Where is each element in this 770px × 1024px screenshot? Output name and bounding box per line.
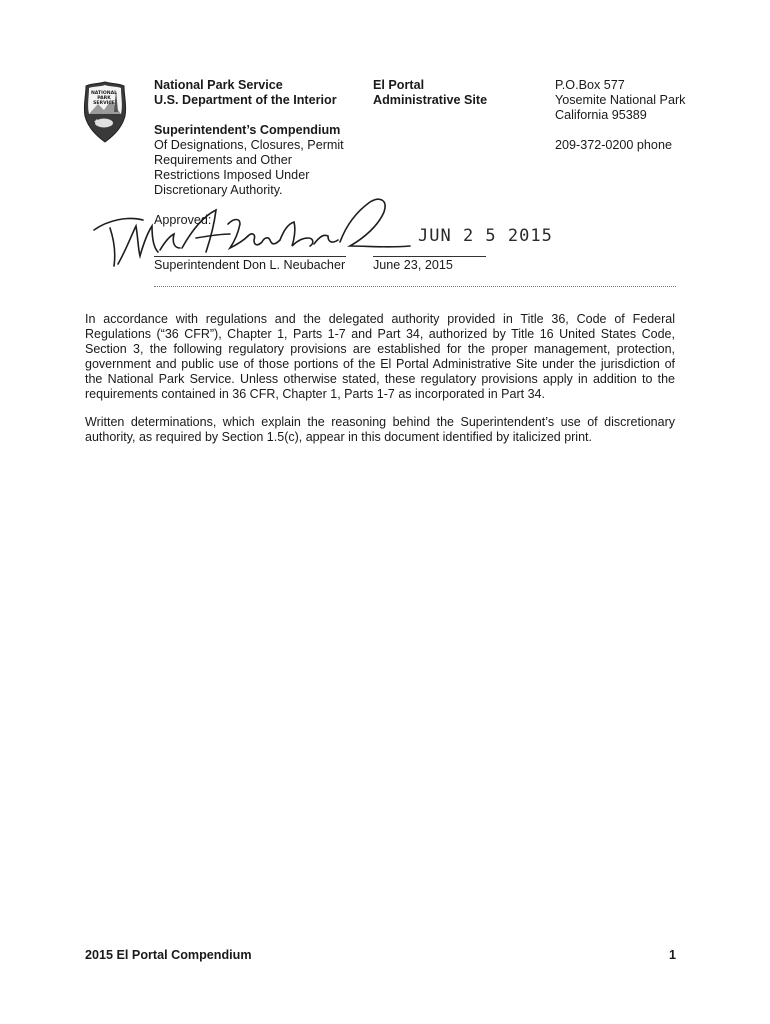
nps-arrowhead-logo xyxy=(80,80,130,144)
approved-label: Approved: xyxy=(154,213,212,227)
site-name: El Portal xyxy=(373,78,425,92)
compendium-desc-line2: Requirements and Other xyxy=(154,153,292,167)
compendium-desc-line1: Of Designations, Closures, Permit xyxy=(154,138,344,152)
compendium-title: Superintendent’s Compendium xyxy=(154,123,341,137)
address-line1: P.O.Box 577 xyxy=(555,78,625,92)
signature-line xyxy=(154,256,346,257)
agency-block xyxy=(154,78,337,108)
address-line3: California 95389 xyxy=(555,108,647,122)
signer-name: Superintendent Don L. Neubacher xyxy=(154,258,346,272)
department-name: U.S. Department of the Interior xyxy=(154,93,337,107)
site-block xyxy=(373,78,487,108)
emblem-text-line2: PARK xyxy=(97,96,111,101)
phone-number: 209-372-0200 phone xyxy=(555,138,672,152)
address-block xyxy=(555,78,685,123)
compendium-desc-line4: Discretionary Authority. xyxy=(154,183,283,197)
date-line xyxy=(373,256,486,257)
emblem-text-line1: NATIONAL xyxy=(90,91,118,96)
determinations-paragraph: Written determinations, which explain the reasoning behind the Superintendent’s use of discretionary authority, as required by Section 1.5(c), appear in this document identified by italicized print. xyxy=(85,415,675,444)
signature-date: June 23, 2015 xyxy=(373,258,453,272)
footer-title: 2015 El Portal Compendium xyxy=(85,948,252,962)
agency-name: National Park Service xyxy=(154,78,283,92)
emblem-text-line3: SERVICE xyxy=(93,101,115,106)
intro-paragraph: In accordance with regulations and the delegated authority provided in Title 36, Code of Federal Regulations (“36 CFR”), Chapter 1, Parts 1-7 and Part 34, authorized by Title 16 United States Code, Section 3, the following regulatory provisions are established for the proper management, protection, government and public use of those portions of the El Portal Administrative Site under the jurisdiction of the National Park Service. Unless otherwise stated, these regulatory provisions apply in addition to the requirements contained in 36 CFR, Chapter 1, Parts 1-7 as incorporated in Part 34. xyxy=(85,312,675,401)
compendium-block xyxy=(154,123,364,198)
header-divider xyxy=(154,286,676,287)
received-date-stamp: JUN 2 5 2015 xyxy=(418,226,553,246)
page-number: 1 xyxy=(668,948,676,962)
site-type: Administrative Site xyxy=(373,93,488,107)
compendium-desc-line3: Restrictions Imposed Under xyxy=(154,168,310,182)
address-line2: Yosemite National Park xyxy=(555,93,686,107)
